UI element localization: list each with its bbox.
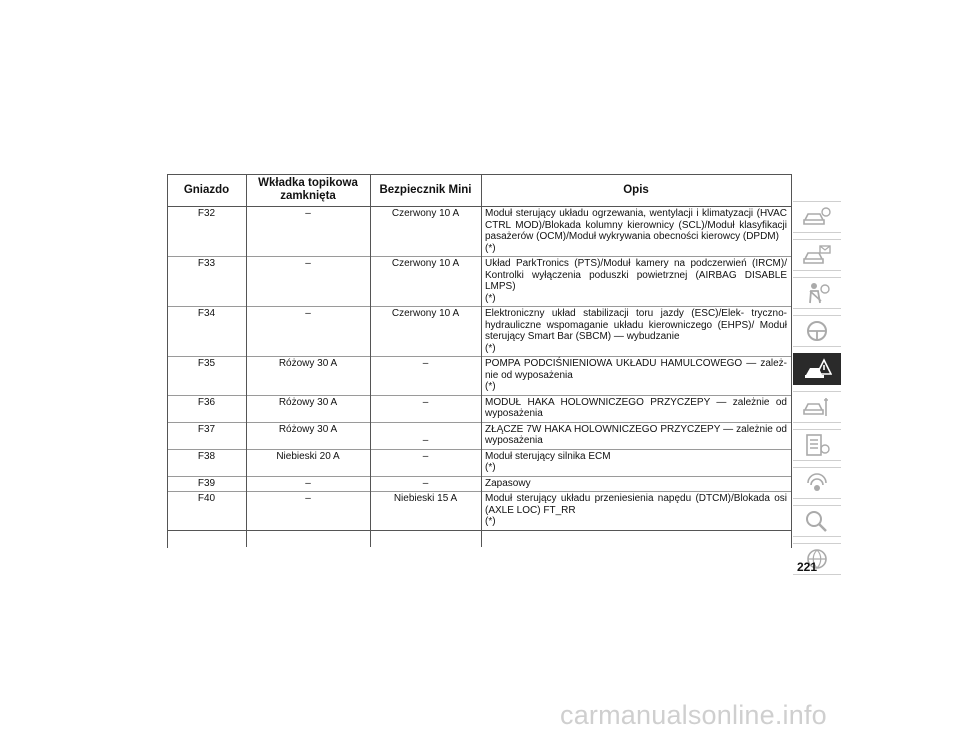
table-row: [167, 307, 791, 357]
table-row: [167, 257, 791, 307]
cell-mini-fuse: –: [370, 449, 481, 476]
cell-cartridge: –: [246, 257, 370, 307]
tab-roadside-warning[interactable]: [793, 353, 841, 385]
car-service-icon: [802, 395, 832, 419]
table-row: [167, 492, 791, 531]
cell-cartridge: –: [246, 476, 370, 492]
cell-cartridge: Niebieski 20 A: [246, 449, 370, 476]
header-socket: Gniazdo: [167, 174, 246, 207]
tab-specifications[interactable]: [793, 429, 841, 461]
cell-cartridge: –: [246, 492, 370, 531]
tab-car-info[interactable]: [793, 201, 841, 233]
tab-seatbelt[interactable]: [793, 277, 841, 309]
cell-socket: F34: [167, 307, 246, 357]
car-info-icon: [802, 205, 832, 229]
table-row: [167, 207, 791, 257]
description-note: (*): [485, 381, 496, 392]
header-mini-fuse: Bezpiecznik Mini: [370, 174, 481, 207]
page-number: 221: [797, 560, 818, 574]
cell-description: [481, 395, 791, 422]
column-divider: [481, 174, 482, 547]
cell-cartridge: Różowy 30 A: [246, 422, 370, 449]
cell-description: [481, 307, 791, 357]
description-text: MODUŁ HAKA HOLOWNICZEGO PRZYCZEPY — zależnie od wyposażenia: [485, 396, 787, 419]
description-text: Moduł sterujący silnika ECM: [485, 450, 611, 462]
fuse-table: [167, 174, 791, 531]
chapter-tabs-sidebar: [793, 201, 841, 581]
cell-mini-fuse: –: [370, 422, 481, 449]
description-note: (*): [485, 516, 496, 527]
cell-cartridge: –: [246, 307, 370, 357]
roadside-warning-icon: [802, 357, 832, 381]
header-cartridge: Wkładka topikowa zamknięta: [246, 174, 370, 207]
description-text: Zapasowy: [485, 477, 531, 489]
cell-description: [481, 422, 791, 449]
cell-socket: F38: [167, 449, 246, 476]
cell-socket: F32: [167, 207, 246, 257]
table-row: [167, 422, 791, 449]
cell-socket: F39: [167, 476, 246, 492]
description-text: Układ ParkTronics (PTS)/Moduł kamery na podczerwień (IRCM)/ Kontrolki wyłączenia poduszki powietrznej (AIRBAG DISABLE LMPS): [485, 258, 787, 292]
cell-cartridge: Różowy 30 A: [246, 357, 370, 396]
description-text: Elektroniczny układ stabilizacji toru jazdy (ESC)/Elek- tryczno-hydrauliczne wspomaganie układu kierowniczego (EHPS)/ Moduł sterujący Smart Bar (SBCM) — wybudzanie: [485, 308, 787, 342]
cell-socket: F35: [167, 357, 246, 396]
specifications-list-icon: [802, 433, 832, 457]
steering-wheel-icon: [802, 319, 832, 343]
cell-mini-fuse: Czerwony 10 A: [370, 207, 481, 257]
cell-description: [481, 476, 791, 492]
cell-mini-fuse: Niebieski 15 A: [370, 492, 481, 531]
cell-mini-fuse: –: [370, 476, 481, 492]
multimedia-icon: [802, 471, 832, 495]
column-divider: [246, 174, 247, 547]
table-row: [167, 357, 791, 396]
description-note: (*): [485, 342, 496, 354]
tab-search[interactable]: [793, 505, 841, 537]
tab-car-message[interactable]: [793, 239, 841, 271]
tab-steering-wheel[interactable]: [793, 315, 841, 347]
header-description: Opis: [481, 174, 791, 207]
table-row: [167, 449, 791, 476]
description-text: Moduł sterujący układu ogrzewania, wentylacji i klimatyzacji (HVAC CTRL MOD)/Blokada kolumny kierownicy (SCL)/Moduł klasyfikacji pasażerów (OCM)/Moduł wykrywania obecności kierowcy (DPDM): [485, 208, 787, 242]
description-note: (*): [485, 242, 496, 254]
search-icon: [802, 509, 832, 533]
tab-car-service[interactable]: [793, 391, 841, 423]
description-note: (*): [485, 292, 496, 304]
description-text: ZŁĄCZE 7W HAKA HOLOWNICZEGO PRZYCZEPY — zależnie od wyposażenia: [485, 423, 787, 446]
description-text: POMPA PODCIŚNIENIOWA UKŁADU HAMULCOWEGO — zależ- nie od wyposażenia: [485, 358, 787, 381]
cell-socket: F40: [167, 492, 246, 531]
table-row: [167, 476, 791, 492]
watermark: carmanualsonline.info: [560, 700, 827, 730]
cell-mini-fuse: –: [370, 395, 481, 422]
seatbelt-icon: [802, 281, 832, 305]
cell-description: [481, 207, 791, 257]
table-header-row: [167, 174, 791, 207]
cell-description: [481, 492, 791, 531]
cell-socket: F33: [167, 257, 246, 307]
car-message-icon: [802, 243, 832, 267]
column-divider: [370, 174, 371, 547]
cell-socket: F36: [167, 395, 246, 422]
cell-mini-fuse: Czerwony 10 A: [370, 257, 481, 307]
cell-cartridge: –: [246, 207, 370, 257]
description-text: Moduł sterujący układu przeniesienia napędu (DTCM)/Blokada osi (AXLE LOC) FT_RR: [485, 493, 787, 516]
cell-mini-fuse: Czerwony 10 A: [370, 307, 481, 357]
table-row: [167, 395, 791, 422]
cell-description: [481, 257, 791, 307]
tab-multimedia[interactable]: [793, 467, 841, 499]
cell-cartridge: Różowy 30 A: [246, 395, 370, 422]
cell-mini-fuse: –: [370, 357, 481, 396]
cell-socket: F37: [167, 422, 246, 449]
cell-description: [481, 357, 791, 396]
description-note: (*): [485, 462, 496, 473]
cell-description: [481, 449, 791, 476]
